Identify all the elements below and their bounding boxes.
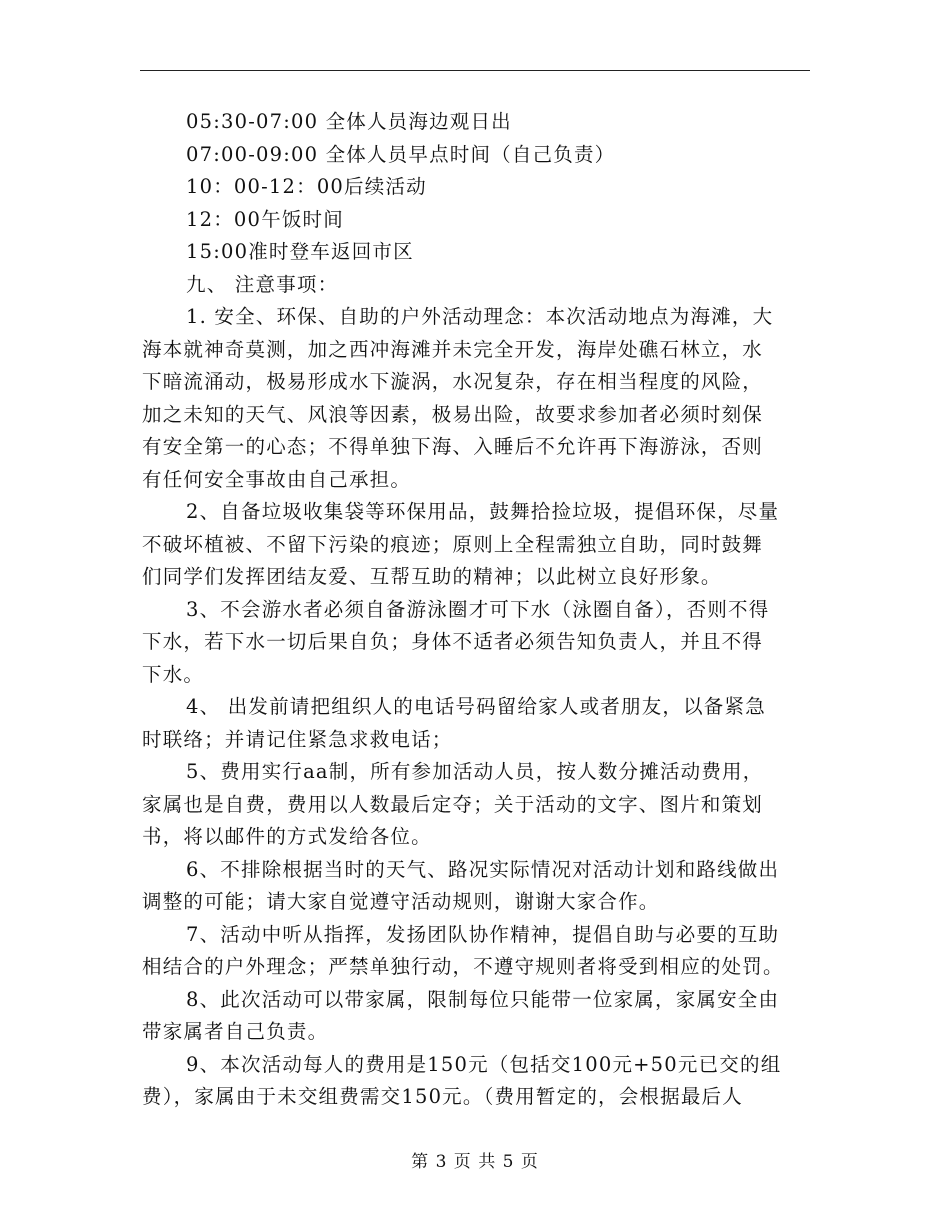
paragraph-line: 9、本次活动每人的费用是150元（包括交100元+50元已交的组 <box>186 1052 782 1076</box>
paragraph-line: 带家属者自己负责。 <box>142 1020 329 1043</box>
paragraph-line: 加之未知的天气、风浪等因素，极易出险，故要求参加者必须时刻保 <box>142 402 764 426</box>
paragraph-line: 有安全第一的心态；不得单独下海、入睡后不允许再下海游泳，否则 <box>142 435 764 458</box>
schedule-line-return: 15:00准时登车返回市区 <box>186 240 414 263</box>
page-footer <box>0 1150 950 1174</box>
paragraph-line: 海本就神奇莫测，加之西冲海滩并未完全开发，海岸处礁石林立，水 <box>142 337 764 361</box>
paragraph-line: 时联络；并请记住紧急求救电话； <box>142 727 453 751</box>
paragraph-line: 费），家属由于未交组费需交150元。（费用暂定的，会根据最后人 <box>142 1085 743 1108</box>
schedule-line-breakfast: 07:00-09:00 全体人员早点时间（自己负责） <box>186 142 616 166</box>
paragraph-line: 下水。 <box>142 662 205 686</box>
paragraph-line: 有任何安全事故由自己承担。 <box>142 467 412 491</box>
section-heading-notes: 九、 注意事项： <box>186 272 339 296</box>
paragraph-line: 2、自备垃圾收集袋等环保用品，鼓舞拾捡垃圾，提倡环保，尽量 <box>186 500 780 523</box>
paragraph-line: 4、 出发前请把组织人的电话号码留给家人或者朋友，以备紧急 <box>186 695 766 718</box>
schedule-line-sunrise: 05:30-07:00 全体人员海边观日出 <box>186 110 512 133</box>
page-number: 第 3 页 共 5 页 <box>411 1152 539 1172</box>
paragraph-line: 相结合的户外理念；严禁单独行动，不遵守规则者将受到相应的处罚。 <box>142 955 784 978</box>
schedule-line-lunch: 12：00午饭时间 <box>186 207 344 231</box>
paragraph-line: 下暗流涌动，极易形成水下漩涡，水况复杂，存在相当程度的风险， <box>142 370 764 393</box>
paragraph-line: 们同学们发挥团结友爱、互帮互助的精神；以此树立良好形象。 <box>142 565 722 588</box>
paragraph-line: 调整的可能；请大家自觉遵守活动规则，谢谢大家合作。 <box>142 890 660 913</box>
paragraph-line: 5、费用实行aa制，所有参加活动人员，按人数分摊活动费用， <box>186 760 764 783</box>
paragraph-line: 不破坏植被、不留下污染的痕迹；原则上全程需独立自助，同时鼓舞 <box>142 532 764 556</box>
paragraph-line: 3、不会游水者必须自备游泳圈才可下水（泳圈自备），否则不得 <box>186 597 770 621</box>
schedule-line-activity: 10：00-12：00后续活动 <box>186 175 427 198</box>
paragraph-line: 下水，若下水一切后果自负；身体不适者必须告知负责人，并且不得 <box>142 630 764 653</box>
paragraph-line: 7、活动中听从指挥，发扬团队协作精神，提倡自助与必要的互助 <box>186 922 780 946</box>
document-body <box>142 106 810 1114</box>
paragraph-line: 书，将以邮件的方式发给各位。 <box>142 825 432 848</box>
paragraph-line: 家属也是自费，费用以人数最后定夺；关于活动的文字、图片和策划 <box>142 792 764 816</box>
paragraph-line: 8、此次活动可以带家属，限制每位只能带一位家属，家属安全由 <box>186 987 780 1011</box>
paragraph-line: 1. 安全、环保、自助的户外活动理念：本次活动地点为海滩，大 <box>186 305 774 328</box>
paragraph-line: 6、不排除根据当时的天气、路况实际情况对活动计划和路线做出 <box>186 857 780 881</box>
header-rule <box>140 70 810 71</box>
